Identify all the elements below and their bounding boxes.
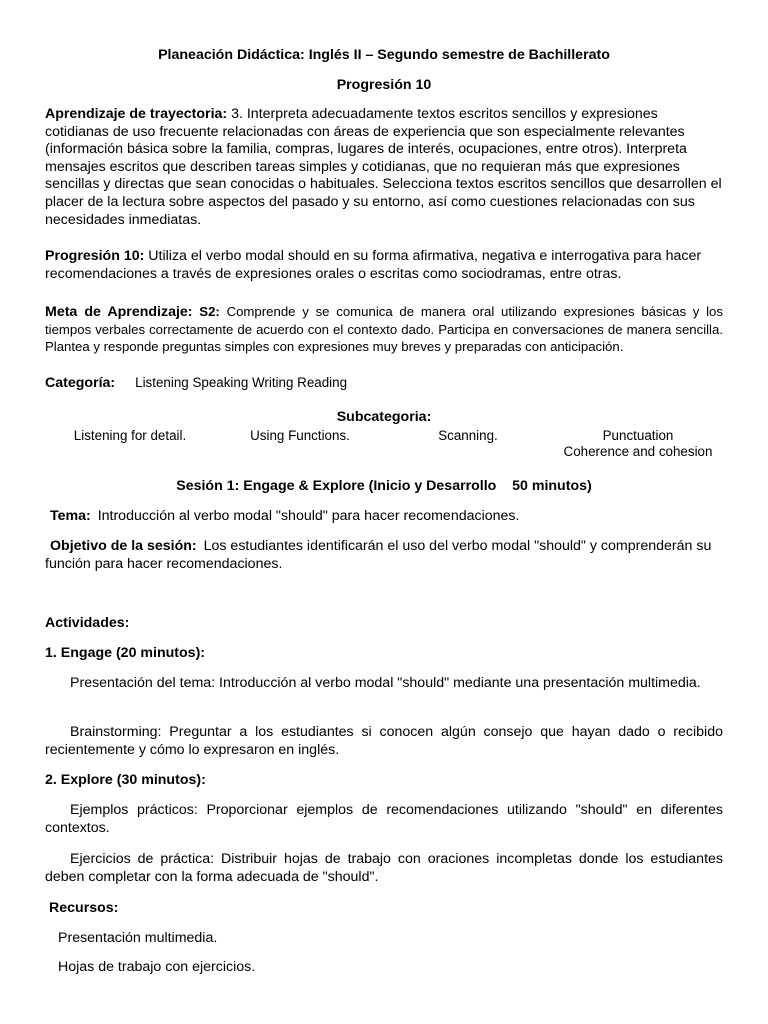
categoria-label: Categoría: bbox=[45, 375, 116, 391]
progresion-paragraph bbox=[45, 248, 723, 283]
aprendizaje-label: Aprendizaje de trayectoria: bbox=[45, 106, 228, 122]
progresion-label: Progresión 10: bbox=[45, 248, 145, 264]
subcategoria-label: Subcategoria: bbox=[336, 409, 432, 425]
engage-item: Presentación del tema: Introducción al verbo modal "should" mediante una presentación multimedia. bbox=[70, 675, 701, 691]
progression-heading: Progresión 10 bbox=[336, 77, 432, 93]
meta-label: Meta de Aprendizaje: bbox=[45, 304, 193, 320]
engage-heading: 1. Engage (20 minutos): bbox=[45, 645, 206, 661]
meta-paragraph bbox=[45, 303, 723, 355]
categoria-value: Listening Speaking Writing Reading bbox=[135, 375, 348, 390]
aprendizaje-paragraph bbox=[45, 106, 723, 229]
objetivo-text: Los estudiantes identificarán el uso del verbo modal "should" y comprenderán su función para hacer recomendaciones. bbox=[45, 538, 712, 572]
recursos-item: Presentación multimedia. bbox=[58, 930, 218, 946]
tema-label: Tema: bbox=[50, 508, 91, 524]
subcategoria-item: Punctuation bbox=[602, 428, 674, 443]
objetivo-label: Objetivo de la sesión: bbox=[50, 538, 197, 554]
recursos-label: Recursos: bbox=[49, 900, 119, 916]
categoria-line bbox=[45, 374, 723, 393]
meta-text: Comprende y se comunica de manera oral utilizando expresiones básicas y los tiempos verbales correctamente de acuerdo con el contexto dado. Participa en conversaciones de manera sencilla. Plantea y responde preguntas simples con expresiones muy breves y preparadas con anticipación. bbox=[45, 304, 723, 354]
explore-item: Ejercicios de práctica: Distribuir hojas de trabajo con oraciones incompletas donde los estudiantes deben completar con la forma adecuada de "should". bbox=[45, 851, 723, 885]
aprendizaje-text: 3. Interpreta adecuadamente textos escritos sencillos y expresiones cotidianas de uso frecuente relacionadas con áreas de experiencia que son especialmente relevantes (información básica sobre la familia, compras, lugares de interés, ocupaciones, entre otros). Interpreta mensajes escritos que describen tareas simples y cotidianas, que no requieran más que expresiones sencillas y directas que sean conocidas o habituales. Selecciona textos escritos sencillos que desarrollen el placer de la lectura sobre aspectos del pasado y su entorno, así como cuestiones relacionadas con sus necesidades inmediatas. bbox=[45, 106, 722, 228]
subcategoria-item: Listening for detail. bbox=[73, 428, 187, 443]
tema-text: Introducción al verbo modal "should" para hacer recomendaciones. bbox=[97, 508, 520, 524]
actividades-label: Actividades: bbox=[45, 615, 130, 631]
document-title: Planeación Didáctica: Inglés II – Segundo semestre de Bachillerato bbox=[158, 47, 610, 63]
subcategoria-item: Coherence and cohesion bbox=[563, 444, 713, 459]
progresion-text: Utiliza el verbo modal should en su forma afirmativa, negativa e interrogativa para hacer recomendaciones a través de expresiones orales o escritas como sociodramas, entre otras. bbox=[45, 248, 702, 282]
objetivo-paragraph bbox=[45, 538, 723, 573]
subcategoria-item: Scanning. bbox=[438, 428, 498, 443]
session-title: Sesión 1: Engage & Explore (Inicio y Desarrollo 50 minutos) bbox=[176, 478, 592, 494]
explore-heading: 2. Explore (30 minutos): bbox=[45, 772, 206, 788]
recursos-item: Hojas de trabajo con ejercicios. bbox=[58, 959, 256, 975]
subcategoria-item: Using Functions. bbox=[250, 428, 350, 443]
tema-line bbox=[50, 508, 728, 526]
explore-item: Ejemplos prácticos: Proporcionar ejemplos de recomendaciones utilizando "should" en diferentes contextos. bbox=[45, 802, 723, 836]
meta-code: S2: bbox=[199, 304, 220, 319]
engage-item: Brainstorming: Preguntar a los estudiantes si conocen algún consejo que hayan dado o recibido recientemente y cómo lo expresaron en inglés. bbox=[45, 724, 723, 758]
